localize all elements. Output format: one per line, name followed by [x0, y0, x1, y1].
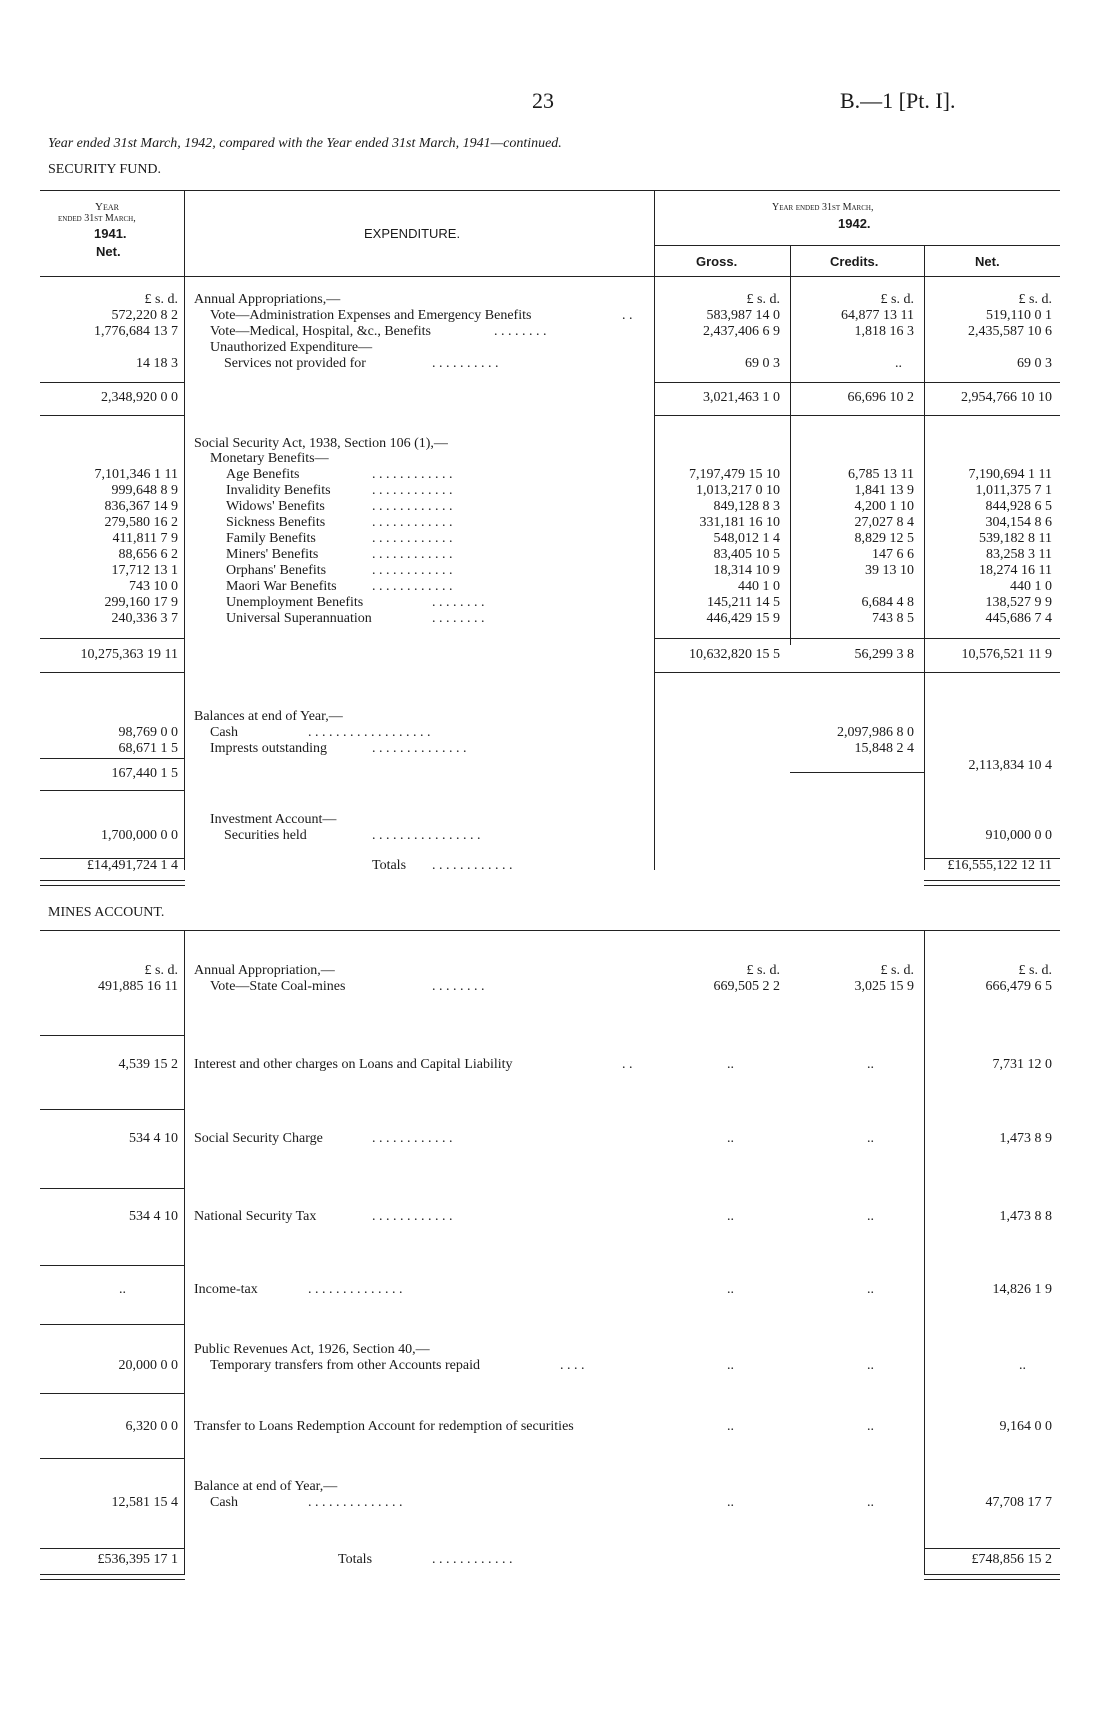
- credits-value: 66,696 10 2: [847, 390, 914, 405]
- gross-value: 18,314 10 9: [713, 563, 780, 578]
- net-value: 10,576,521 11 9: [961, 647, 1052, 662]
- credits-value: 8,829 12 5: [854, 531, 914, 546]
- credits-value: 56,299 3 8: [854, 647, 914, 662]
- prev-value: 7,101,346 1 11: [94, 467, 178, 482]
- mines-credits-units: £ s. d.: [880, 963, 914, 978]
- net-value: 69 0 3: [1017, 356, 1052, 371]
- credits-value: 2,097,986 8 0: [837, 725, 914, 740]
- leader-dots: . . . . . . . .: [432, 979, 485, 994]
- prev-value: 6,320 0 0: [125, 1419, 178, 1434]
- page-caption: Year ended 31st March, 1942, compared with the Year ended 31st March, 1941—continued.: [48, 136, 562, 151]
- net-value: 304,154 8 6: [985, 515, 1052, 530]
- ssa-heading: Social Security Act, 1938, Section 106 (1),—: [194, 436, 448, 451]
- row-label: Interest and other charges on Loans and Capital Liability: [194, 1057, 513, 1072]
- leader-dots: . . . .: [560, 1358, 585, 1373]
- net-total: £748,856 15 2: [971, 1552, 1052, 1567]
- credits-units: £ s. d.: [880, 292, 914, 307]
- prev-value: 68,671 1 5: [118, 741, 178, 756]
- credits-header: Credits.: [830, 254, 879, 269]
- prev-total: £14,491,724 1 4: [87, 858, 178, 873]
- gross-value: ..: [727, 1495, 734, 1510]
- gross-value: 583,987 14 0: [706, 308, 780, 323]
- net-value: 844,928 6 5: [985, 499, 1052, 514]
- credits-value: 147 6 6: [872, 547, 914, 562]
- credits-value: 27,027 8 4: [854, 515, 914, 530]
- gross-value: 440 1 0: [738, 579, 780, 594]
- net-value: 2,435,587 10 6: [968, 324, 1052, 339]
- prev-value: 279,580 16 2: [104, 515, 178, 530]
- mines-prev-units: £ s. d.: [144, 963, 178, 978]
- prev-year-header-line2: ended 31st March,: [58, 213, 136, 224]
- gross-value: ..: [727, 1419, 734, 1434]
- prev-value: ..: [119, 1282, 126, 1297]
- leader-dots: . . . . . . . . . . . .: [372, 563, 453, 578]
- row-label: Sickness Benefits: [226, 515, 326, 530]
- gross-value: 849,128 8 3: [713, 499, 780, 514]
- leader-dots: . . . . . . . . . . . .: [372, 499, 453, 514]
- gross-value: 331,181 16 10: [699, 515, 780, 530]
- leader-dots: . .: [622, 308, 633, 323]
- document-reference: B.—1 [Pt. I].: [840, 88, 956, 113]
- credits-value: ..: [867, 1358, 874, 1373]
- row-label: Annual Appropriations,—: [194, 292, 341, 307]
- leader-dots: . . . . . . . . . . . .: [372, 579, 453, 594]
- prev-units: £ s. d.: [144, 292, 178, 307]
- net-value: 14,826 1 9: [992, 1282, 1052, 1297]
- balances-prev-total: 167,440 1 5: [111, 766, 178, 781]
- prev-value: 572,220 8 2: [111, 308, 178, 323]
- credits-value: ..: [867, 1209, 874, 1224]
- mines-account-title: MINES ACCOUNT.: [48, 905, 165, 920]
- prev-value: 17,712 13 1: [111, 563, 178, 578]
- row-label: Vote—Administration Expenses and Emergency Benefits: [210, 308, 532, 323]
- gross-value: 548,012 1 4: [713, 531, 780, 546]
- leader-dots: . . . . . . . . . . . . . . . .: [372, 828, 481, 843]
- leader-dots: . . . . . . . .: [432, 611, 485, 626]
- cur-year-header-line1: Year ended 31st March,: [772, 202, 874, 213]
- row-label: Maori War Benefits: [226, 579, 337, 594]
- row-label: Annual Appropriation,—: [194, 963, 335, 978]
- gross-value: 669,505 2 2: [713, 979, 780, 994]
- page-number: 23: [532, 88, 554, 113]
- leader-dots: . . . . . . . . . . . .: [372, 547, 453, 562]
- cur-year-header-line2: 1942.: [838, 216, 871, 231]
- net-value: 440 1 0: [1010, 579, 1052, 594]
- prev-total: £536,395 17 1: [97, 1552, 178, 1567]
- net-value: 539,182 8 11: [979, 531, 1052, 546]
- net-value: 1,473 8 8: [999, 1209, 1052, 1224]
- credits-value: 743 8 5: [872, 611, 914, 626]
- credits-value: 1,818 16 3: [854, 324, 914, 339]
- prev-value: 836,367 14 9: [104, 499, 178, 514]
- gross-header: Gross.: [696, 254, 738, 269]
- gross-value: 83,405 10 5: [713, 547, 780, 562]
- gross-value: 2,437,406 6 9: [703, 324, 780, 339]
- mines-gross-units: £ s. d.: [746, 963, 780, 978]
- credits-value: 1,841 13 9: [854, 483, 914, 498]
- net-value: 445,686 7 4: [985, 611, 1052, 626]
- gross-value: 3,021,463 1 0: [703, 390, 780, 405]
- credits-value: 3,025 15 9: [854, 979, 914, 994]
- row-label: Social Security Charge: [194, 1131, 323, 1146]
- leader-dots: . . . . . . . . . . . .: [372, 531, 453, 546]
- balances-net-total: 2,113,834 10 4: [968, 758, 1052, 773]
- prev-value: 240,336 3 7: [111, 611, 178, 626]
- row-label: Services not provided for: [224, 356, 366, 371]
- gross-value: ..: [727, 1057, 734, 1072]
- row-label: Age Benefits: [226, 467, 300, 482]
- leader-dots: . . . . . . . . . .: [432, 356, 499, 371]
- prev-value: 1,700,000 0 0: [101, 828, 178, 843]
- gross-value: ..: [727, 1209, 734, 1224]
- gross-value: 446,429 15 9: [706, 611, 780, 626]
- prev-value: 4,539 15 2: [118, 1057, 178, 1072]
- gross-value: 7,197,479 15 10: [689, 467, 780, 482]
- net-header: Net.: [975, 254, 1000, 269]
- row-label: Public Revenues Act, 1926, Section 40,—: [194, 1342, 430, 1357]
- row-label: Universal Superannuation: [226, 611, 372, 626]
- totals-label: Totals: [338, 1552, 373, 1567]
- gross-value: ..: [727, 1282, 734, 1297]
- row-label: Widows' Benefits: [226, 499, 325, 514]
- net-units: £ s. d.: [1018, 292, 1052, 307]
- row-label: Vote—Medical, Hospital, &c., Benefits: [210, 324, 431, 339]
- prev-value: 1,776,684 13 7: [94, 324, 178, 339]
- row-label: Invalidity Benefits: [226, 483, 331, 498]
- net-value: 2,954,766 10 10: [961, 390, 1052, 405]
- gross-value: 69 0 3: [745, 356, 780, 371]
- credits-value: ..: [867, 1282, 874, 1297]
- row-label: National Security Tax: [194, 1209, 317, 1224]
- prev-value: 299,160 17 9: [104, 595, 178, 610]
- prev-value: 10,275,363 19 11: [80, 647, 178, 662]
- net-value: 9,164 0 0: [999, 1419, 1052, 1434]
- row-sublabel: Cash: [210, 1495, 238, 1510]
- leader-dots: . .: [622, 1057, 633, 1072]
- prev-value: 20,000 0 0: [118, 1358, 178, 1373]
- net-total: £16,555,122 12 11: [947, 858, 1052, 873]
- leader-dots: . . . . . . . . . . . .: [372, 1131, 453, 1146]
- net-value: 1,011,375 7 1: [975, 483, 1052, 498]
- net-value: 47,708 17 7: [985, 1495, 1052, 1510]
- security-fund-title: SECURITY FUND.: [48, 162, 162, 177]
- mines-net-units: £ s. d.: [1018, 963, 1052, 978]
- prev-year-header-line1: Year: [95, 201, 119, 213]
- prev-value: 743 10 0: [129, 579, 178, 594]
- credits-value: ..: [867, 1057, 874, 1072]
- net-value: 7,190,694 1 11: [968, 467, 1052, 482]
- credits-value: 64,877 13 11: [841, 308, 914, 323]
- net-value: 138,527 9 9: [985, 595, 1052, 610]
- prev-value: 534 4 10: [129, 1131, 178, 1146]
- leader-dots: . . . . . . . . . . . . . .: [308, 1282, 403, 1297]
- gross-value: 10,632,820 15 5: [689, 647, 780, 662]
- net-value: 1,473 8 9: [999, 1131, 1052, 1146]
- leader-dots: . . . . . . . . . . . .: [432, 858, 513, 873]
- credits-value: 15,848 2 4: [854, 741, 914, 756]
- credits-value: ..: [867, 1131, 874, 1146]
- leader-dots: . . . . . . . . . . . .: [432, 1552, 513, 1567]
- prev-value: 88,656 6 2: [118, 547, 178, 562]
- investment-heading: Investment Account—: [210, 812, 337, 827]
- net-value: 519,110 0 1: [986, 308, 1052, 323]
- leader-dots: . . . . . . . . . . . .: [372, 467, 453, 482]
- credits-value: 39 13 10: [865, 563, 914, 578]
- leader-dots: . . . . . . . . . . . .: [372, 1209, 453, 1224]
- credits-value: ..: [895, 356, 902, 371]
- row-label: Unauthorized Expenditure—: [210, 340, 373, 355]
- prev-value: 999,648 8 9: [111, 483, 178, 498]
- leader-dots: . . . . . . . .: [432, 595, 485, 610]
- credits-value: ..: [867, 1419, 874, 1434]
- balances-heading: Balances at end of Year,—: [194, 709, 343, 724]
- net-value: 910,000 0 0: [985, 828, 1052, 843]
- gross-value: ..: [727, 1131, 734, 1146]
- expenditure-header: EXPENDITURE.: [364, 226, 461, 241]
- row-label: Transfer to Loans Redemption Account for redemption of securities: [194, 1419, 574, 1434]
- gross-units: £ s. d.: [746, 292, 780, 307]
- net-value: 666,479 6 5: [985, 979, 1052, 994]
- leader-dots: . . . . . . . . . . . .: [372, 483, 453, 498]
- credits-value: 4,200 1 10: [854, 499, 914, 514]
- prev-value: 534 4 10: [129, 1209, 178, 1224]
- row-sublabel: Temporary transfers from other Accounts repaid: [210, 1358, 480, 1373]
- leader-dots: . . . . . . . . . . . . . . . . . .: [308, 725, 431, 740]
- prev-value: 12,581 15 4: [111, 1495, 178, 1510]
- net-value: 7,731 12 0: [992, 1057, 1052, 1072]
- prev-value: 2,348,920 0 0: [101, 390, 178, 405]
- prev-value: 98,769 0 0: [118, 725, 178, 740]
- row-label: Miners' Benefits: [226, 547, 319, 562]
- leader-dots: . . . . . . . . . . . . . .: [308, 1495, 403, 1510]
- net-value: 18,274 16 11: [979, 563, 1052, 578]
- row-label: Family Benefits: [226, 531, 316, 546]
- gross-value: 145,211 14 5: [707, 595, 780, 610]
- credits-value: 6,785 13 11: [848, 467, 914, 482]
- leader-dots: . . . . . . . . . . . .: [372, 515, 453, 530]
- totals-label: Totals: [372, 858, 407, 873]
- prev-value: 14 18 3: [136, 356, 178, 371]
- prev-year-header-line4: Net.: [96, 244, 121, 259]
- row-label: Cash: [210, 725, 238, 740]
- ssa-subheading: Monetary Benefits—: [210, 451, 329, 466]
- row-sublabel: Vote—State Coal-mines: [210, 979, 346, 994]
- row-label: Unemployment Benefits: [226, 595, 364, 610]
- row-label: Securities held: [224, 828, 307, 843]
- credits-value: ..: [867, 1495, 874, 1510]
- row-label: Imprests outstanding: [210, 741, 328, 756]
- prev-value: 491,885 16 11: [98, 979, 178, 994]
- net-value: 83,258 3 11: [986, 547, 1052, 562]
- prev-value: 411,811 7 9: [112, 531, 178, 546]
- leader-dots: . . . . . . . . . . . . . .: [372, 741, 467, 756]
- row-label: Orphans' Benefits: [226, 563, 327, 578]
- row-label: Balance at end of Year,—: [194, 1479, 338, 1494]
- credits-value: 6,684 4 8: [861, 595, 914, 610]
- net-value: ..: [1019, 1358, 1026, 1373]
- gross-value: 1,013,217 0 10: [696, 483, 780, 498]
- row-label: Income-tax: [194, 1282, 258, 1297]
- gross-value: ..: [727, 1358, 734, 1373]
- leader-dots: . . . . . . . .: [494, 324, 547, 339]
- prev-year-header-line3: 1941.: [94, 226, 127, 241]
